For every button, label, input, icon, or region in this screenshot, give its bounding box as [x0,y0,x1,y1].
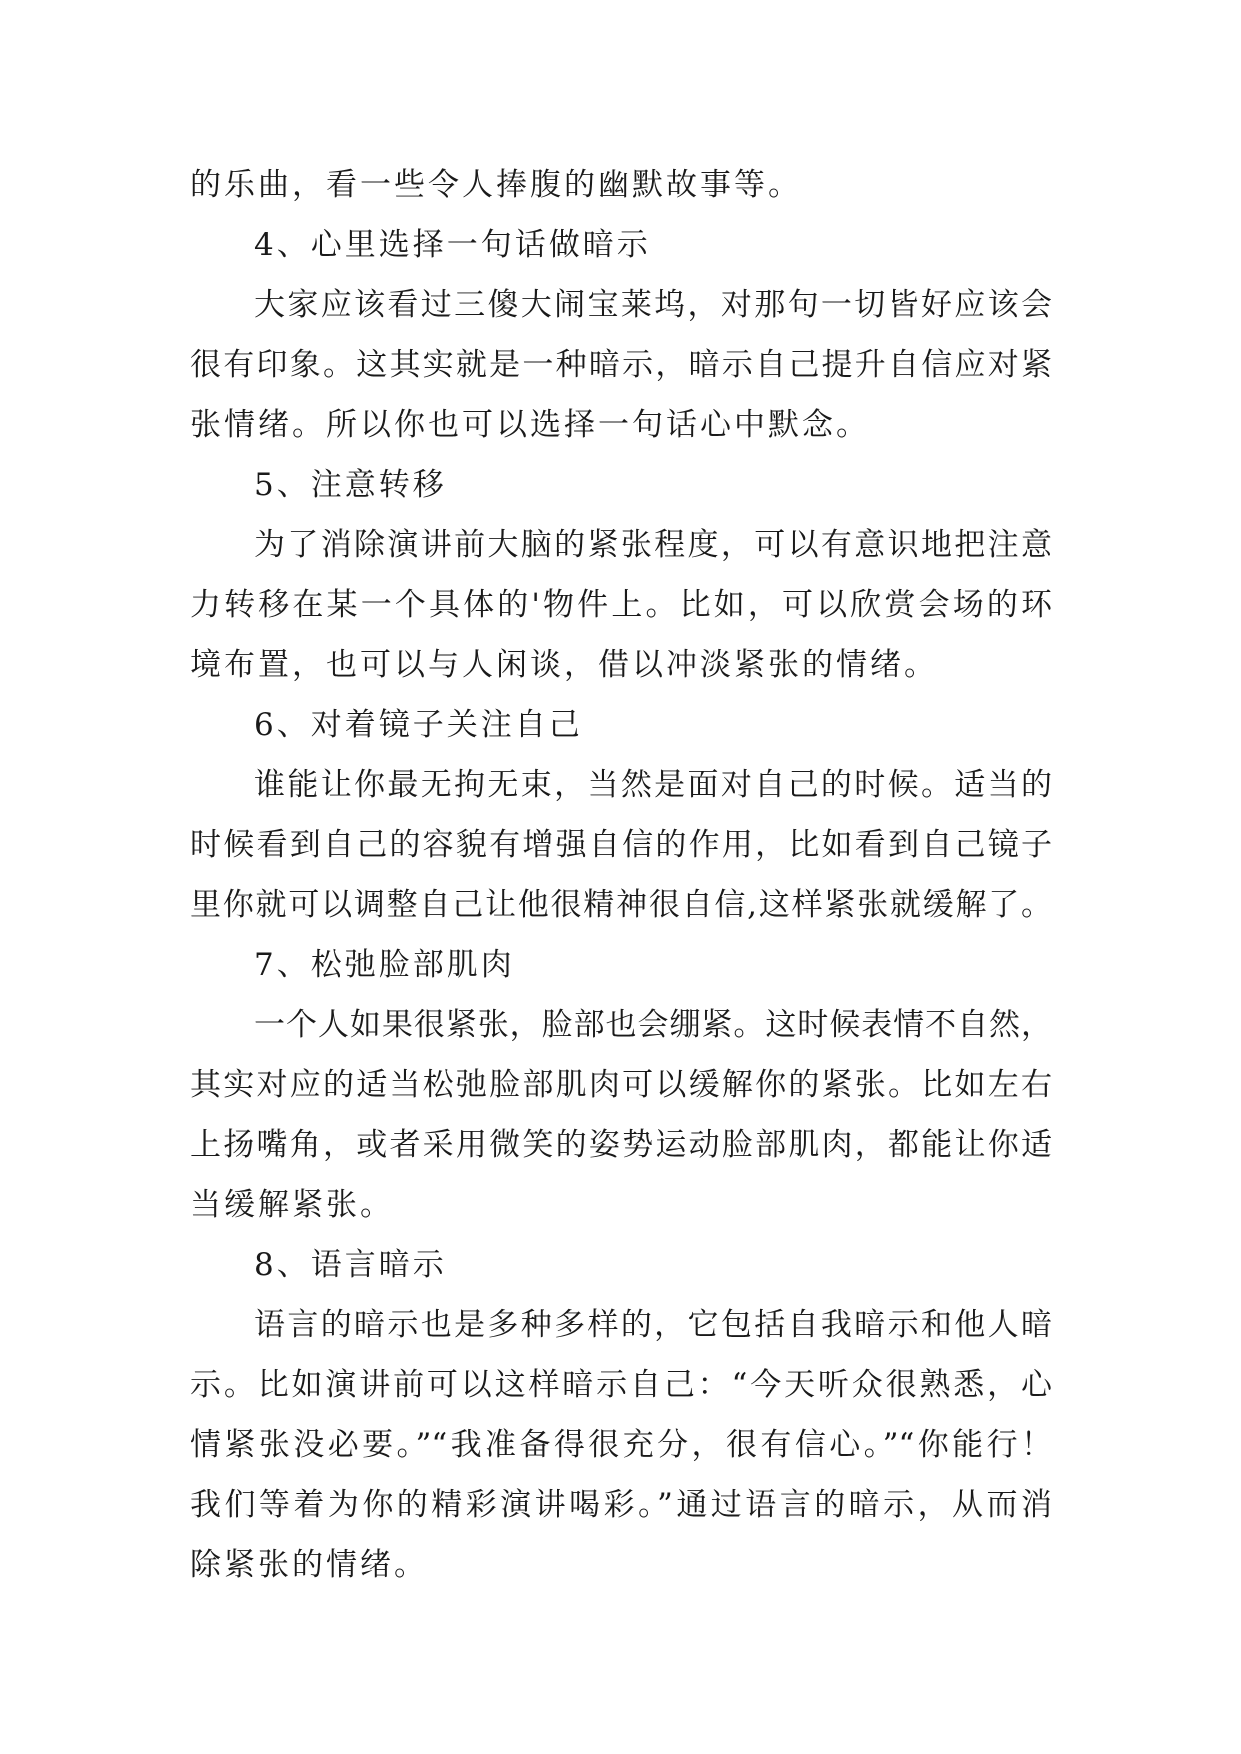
section-heading: 8、语言暗示 [254,1247,447,1283]
paragraph-line: 里你就可以调整自己让他很精神很自信,这样紧张就缓解了。 [190,887,1052,923]
paragraph-line: 语言的暗示也是多种多样的，它包括自我暗示和他人暗 [254,1307,1052,1343]
paragraph-line: 一个人如果很紧张，脸部也会绷紧。这时候表情不自然， [254,1007,1052,1043]
paragraph-line: 当缓解紧张。 [190,1187,394,1223]
paragraph-line: 我们等着为你的精彩演讲喝彩。”通过语言的暗示，从而消 [190,1487,1052,1523]
section-heading: 6、对着镜子关注自己 [254,707,583,743]
paragraph-line: 上扬嘴角，或者采用微笑的姿势运动脸部肌肉，都能让你适 [190,1127,1052,1163]
section-heading: 4、心里选择一句话做暗示 [254,227,651,263]
paragraph-line: 大家应该看过三傻大闹宝莱坞，对那句一切皆好应该会 [254,287,1052,323]
paragraph-line: 其实对应的适当松弛脸部肌肉可以缓解你的紧张。比如左右 [190,1067,1052,1103]
section-heading: 5、注意转移 [254,467,447,503]
document-page [190,155,1052,1595]
paragraph-line: 除紧张的情绪。 [190,1547,428,1583]
section-heading: 7、松弛脸部肌肉 [254,947,515,983]
paragraph-line: 境布置，也可以与人闲谈，借以冲淡紧张的情绪。 [190,647,938,683]
paragraph-line: 力转移在某一个具体的'物件上。比如，可以欣赏会场的环 [190,587,1052,623]
paragraph-line: 为了消除演讲前大脑的紧张程度，可以有意识地把注意 [254,527,1052,563]
paragraph-line: 时候看到自己的容貌有增强自信的作用，比如看到自己镜子 [190,827,1052,863]
paragraph-line: 的乐曲，看一些令人捧腹的幽默故事等。 [190,167,802,203]
paragraph-line: 情紧张没必要。”“我准备得很充分，很有信心。”“你能行！ [190,1427,1052,1463]
paragraph-line: 张情绪。所以你也可以选择一句话心中默念。 [190,407,870,443]
paragraph-line: 谁能让你最无拘无束，当然是面对自己的时候。适当的 [254,767,1052,803]
paragraph-line: 很有印象。这其实就是一种暗示，暗示自己提升自信应对紧 [190,347,1052,383]
paragraph-line: 示。比如演讲前可以这样暗示自己：“今天听众很熟悉，心 [190,1367,1052,1403]
